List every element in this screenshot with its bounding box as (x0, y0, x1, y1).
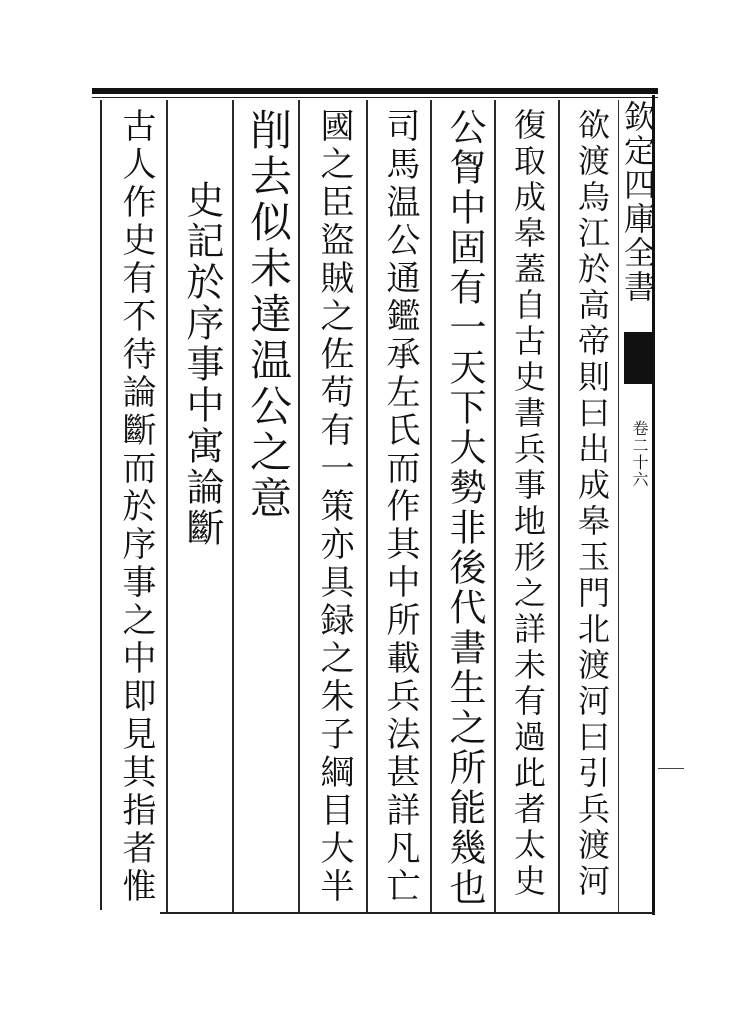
top-border-rule (92, 88, 658, 94)
margin-book-title: 欽定四庫全書 (619, 100, 657, 304)
text-column-2: 復取成皋蓋自古史書兵事地形之詳未有過此者太史 (509, 108, 547, 900)
text-column-5: 國之臣盜賊之佐苟有一策亦具録之朱子綱目大半 (314, 108, 354, 906)
text-column-8: 古人作史有不待論斷而於序事之中即見其指者惟 (116, 108, 156, 906)
column-divider (366, 100, 368, 912)
margin-volume-label: 卷二十六 (630, 420, 649, 488)
column-divider (558, 100, 560, 912)
top-border-thin-rule (92, 97, 658, 98)
column-divider (166, 100, 168, 912)
text-column-3: 公胷中固有一天下大勢非後代書生之所能幾也 (443, 108, 486, 908)
fish-tail-mark (624, 332, 652, 384)
text-column-6: 削去似未達温公之意 (244, 108, 293, 522)
section-heading-column: 史記於序事中寓論斷 (180, 180, 224, 549)
text-column-4: 司馬温公通鑑承左氏而作其中所載兵法甚詳凡亡 (380, 108, 420, 906)
column-divider (494, 100, 496, 912)
left-border-rule (100, 100, 102, 910)
column-divider (430, 100, 432, 912)
text-column-1: 欲渡烏江於高帝則曰出成皋玉門北渡河曰引兵渡河 (573, 108, 611, 900)
bottom-border-rule (160, 912, 655, 914)
edge-mark (658, 768, 684, 769)
column-divider (298, 100, 300, 912)
column-divider (232, 100, 234, 912)
